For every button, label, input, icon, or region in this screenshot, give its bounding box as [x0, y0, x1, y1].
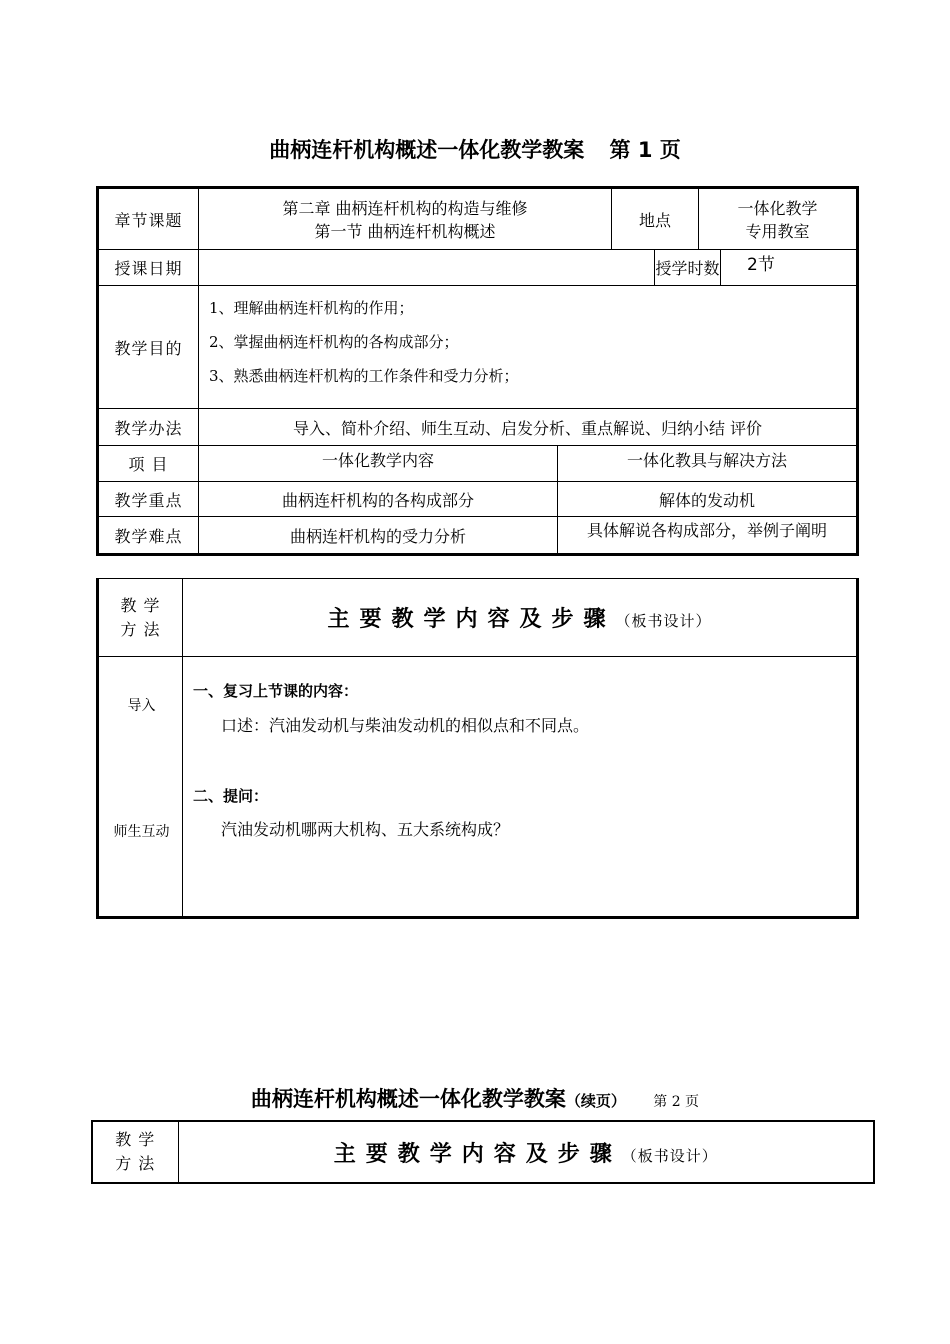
date-value [199, 250, 655, 286]
aim-item: 2、掌握曲柄连杆机构的各构成部分； [209, 333, 459, 351]
chapter-value [199, 188, 612, 250]
method-header-line-2: 方 法 [115, 1154, 156, 1173]
main-content-heading: 主要教学内容及步骤 [327, 607, 616, 632]
step-1-text: 口述：汽油发动机与柴油发动机的相似点和不同点。 [221, 716, 590, 735]
aim-item: 1、理解曲柄连杆机构的作用； [209, 299, 414, 317]
place-value [699, 188, 858, 250]
title-text: 曲柄连杆机构概述一体化教学教案 [250, 1087, 566, 1111]
continuation-title [0, 1083, 950, 1113]
step-1-heading: 一、复习上节课的内容： [193, 682, 359, 700]
continuation-label: （续页） [565, 1092, 626, 1110]
teaching-steps-table [96, 578, 859, 919]
step-2-heading: 二、提问： [193, 787, 269, 805]
step-2-text: 汽油发动机哪两大机构、五大系统构成？ [221, 820, 510, 839]
item-content-header: 一体化教学内容 [199, 446, 558, 482]
method-column [98, 657, 183, 918]
content-column-header [183, 579, 858, 657]
method-header-line-1: 教 学 [120, 595, 161, 615]
difficulty-label: 教学难点 [98, 517, 199, 555]
method-interaction: 师生互动 [113, 824, 170, 840]
content-column [183, 657, 858, 918]
method-value: 导入、简朴介绍、师生互动、启发分析、重点解说、归纳小结 评价 [199, 409, 858, 446]
title-text: 曲柄连杆机构概述一体化教学教案 [269, 138, 585, 162]
place-line-1: 一体化教学 [737, 199, 818, 218]
aim-list [199, 286, 858, 409]
chapter-label: 章节课题 [98, 188, 199, 250]
date-label: 授课日期 [98, 250, 199, 286]
method-column-header [98, 579, 183, 657]
main-content-heading: 主要教学内容及步骤 [333, 1141, 622, 1167]
hours-label: 授学时数 [655, 250, 721, 286]
method-label: 教学办法 [98, 409, 199, 446]
method-header-line-2: 方 法 [120, 619, 161, 639]
page-number: 第 1 页 [609, 138, 681, 162]
method-intro: 导入 [127, 698, 156, 714]
continuation-steps-table [91, 1120, 875, 1184]
aim-label: 教学目的 [98, 286, 199, 409]
aim-item: 3、熟悉曲柄连杆机构的工作条件和受力分析； [209, 367, 519, 385]
difficulty-content: 曲柄连杆机构的受力分析 [199, 517, 558, 555]
item-label: 项 目 [98, 446, 199, 482]
chapter-line-1: 第二章 曲柄连杆机构的构造与维修 [282, 199, 528, 218]
board-design-note: （板书设计） [621, 1146, 718, 1165]
difficulty-tools-text: 具体解说各构成部分，举例子阐明 [587, 521, 828, 540]
chapter-line-2: 第一节 曲柄连杆机构概述 [314, 222, 496, 241]
key-label: 教学重点 [98, 482, 199, 517]
board-design-note: （板书设计） [615, 612, 712, 630]
item-tools-header: 一体化教具与解决方法 [558, 446, 858, 482]
place-line-2: 专用教室 [745, 222, 810, 241]
content-column-header [178, 1121, 874, 1183]
place-label: 地点 [612, 188, 699, 250]
hours-value: 2节 [721, 250, 858, 286]
key-tools: 解体的发动机 [558, 482, 858, 517]
lesson-info-table [96, 186, 859, 556]
key-content: 曲柄连杆机构的各构成部分 [199, 482, 558, 517]
page-number: 第 2 页 [653, 1094, 700, 1110]
method-column-header [92, 1121, 178, 1183]
page-title [0, 134, 950, 164]
difficulty-tools [558, 517, 858, 555]
method-header-line-1: 教 学 [115, 1130, 156, 1149]
